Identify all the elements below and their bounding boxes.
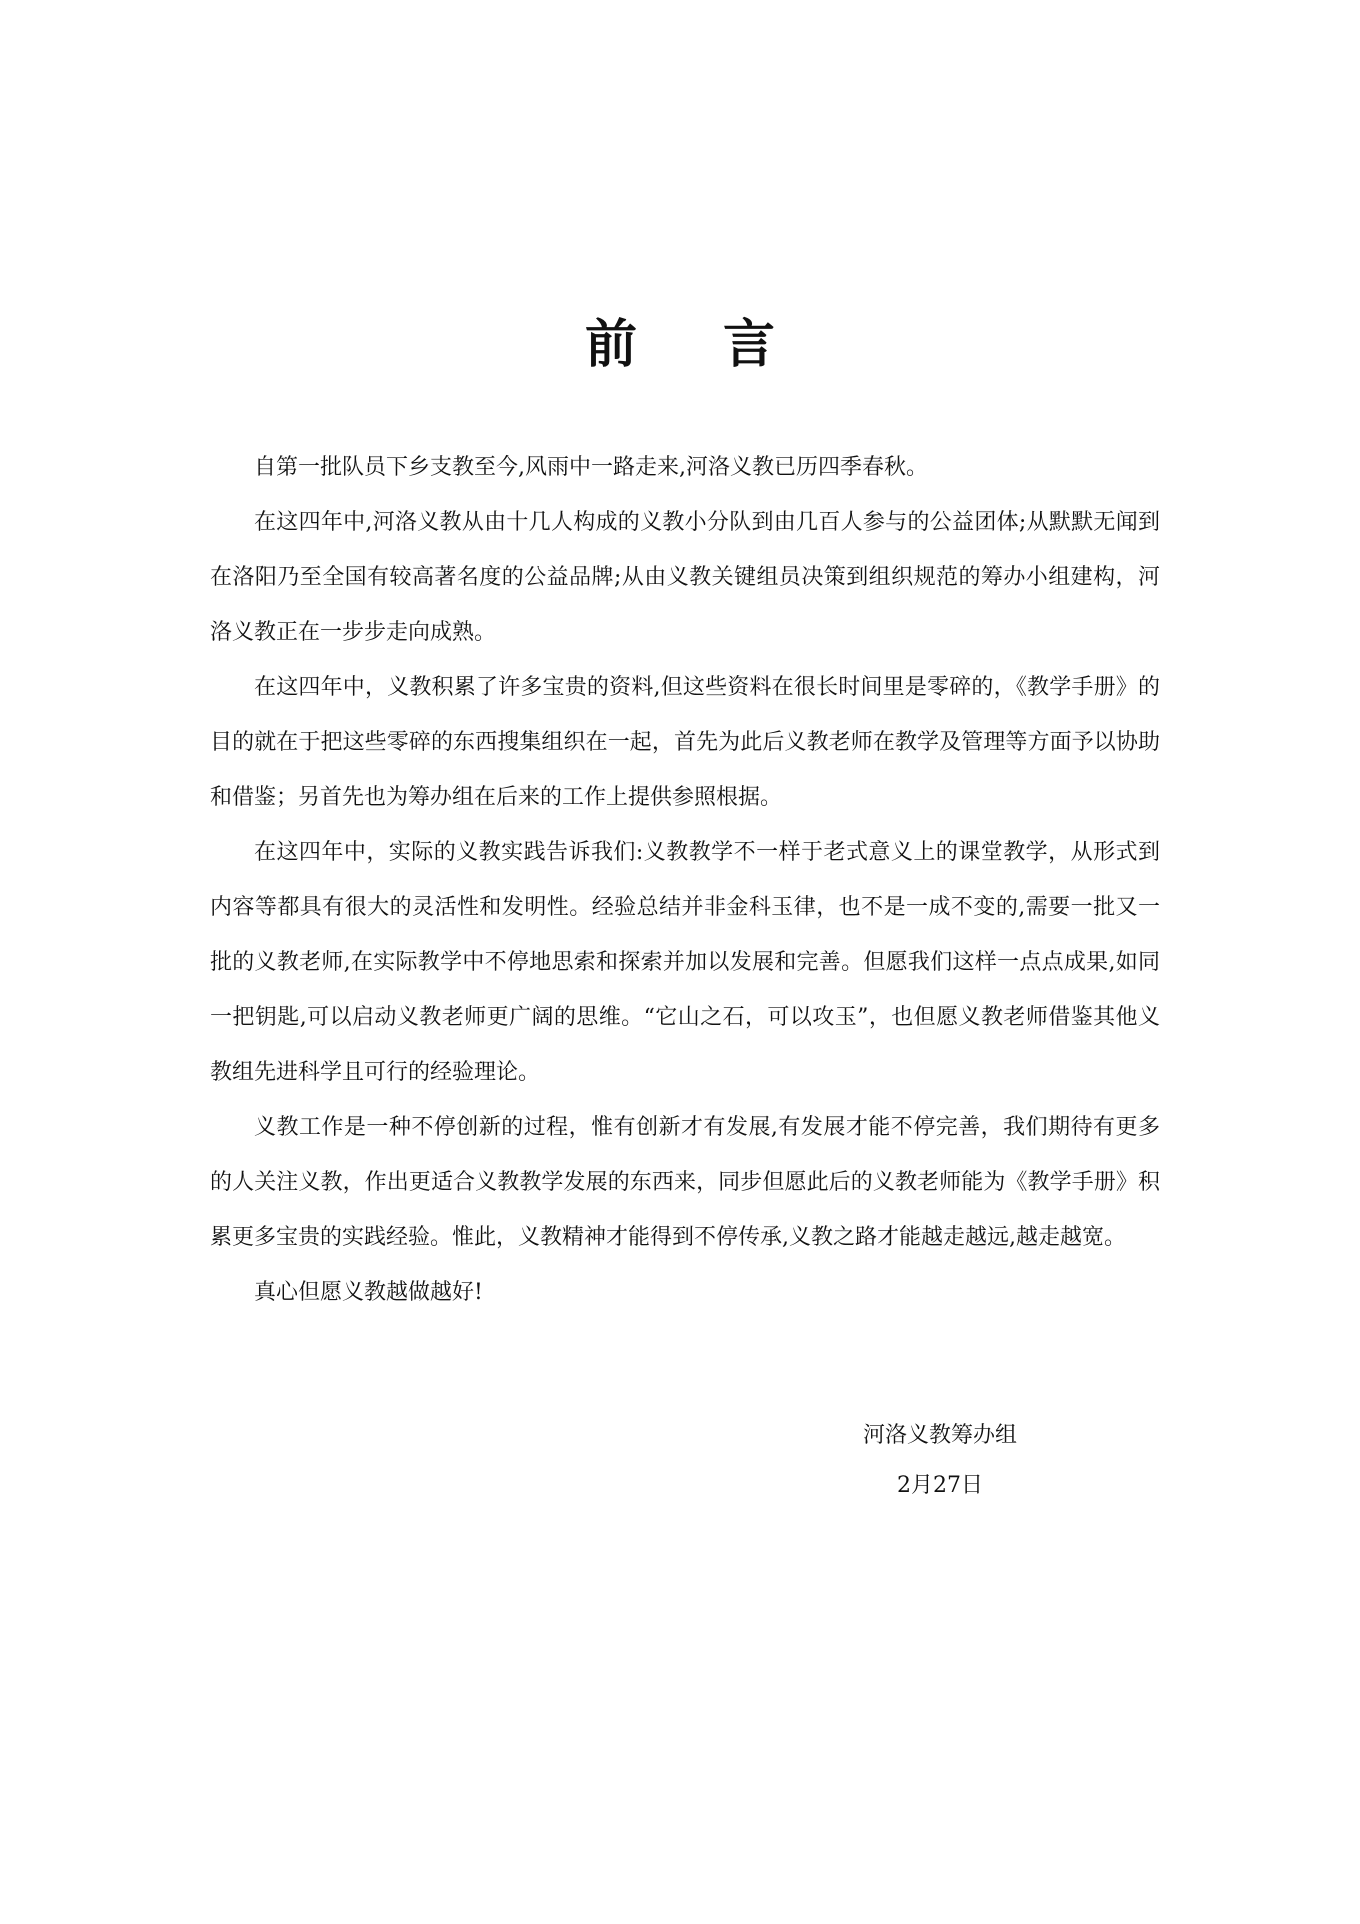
paragraph: 义教工作是一种不停创新的过程，惟有创新才有发展,有发展才能不停完善，我们期待有更多的人关注义教，作出更适合义教教学发展的东西来，同步但愿此后的义教老师能为《教学手册》积累更多宝贵的实践经验。惟此，义教精神才能得到不停传承,义教之路才能越走越远,越走越宽。 [210,1115,1160,1250]
preface-body [210,440,1160,1320]
signature-date: 2月27日 [897,1473,983,1498]
paragraph: 在这四年中，义教积累了许多宝贵的资料,但这些资料在很长时间里是零碎的，《教学手册》的目的就在于把这些零碎的东西搜集组织在一起，首先为此后义教老师在教学及管理等方面予以协助和借鉴；另首先也为筹办组在后来的工作上提供参照根据。 [210,675,1160,810]
title-char-2: 言 [723,314,776,375]
title-char-1: 前 [584,314,637,375]
page-title [0,310,1360,380]
signature-organization: 河洛义教筹办组 [862,1423,1017,1448]
paragraph: 在这四年中，实际的义教实践告诉我们:义教教学不一样于老式意义上的课堂教学，从形式到内容等都具有很大的灵活性和发明性。经验总结并非金科玉律，也不是一成不变的,需要一批又一批的义教老师,在实际教学中不停地思索和探索并加以发展和完善。但愿我们这样一点点成果,如同一把钥匙,可以启动义教老师更广阔的思维。“它山之石，可以攻玉”，也但愿义教老师借鉴其他义教组先进科学且可行的经验理论。 [210,840,1160,1085]
paragraph: 自第一批队员下乡支教至今,风雨中一路走来,河洛义教已历四季春秋。 [254,455,928,480]
paragraph: 在这四年中,河洛义教从由十几人构成的义教小分队到由几百人参与的公益团体;从默默无闻到在洛阳乃至全国有较高著名度的公益品牌;从由义教关键组员决策到组织规范的筹办小组建构，河洛义教正在一步步走向成熟。 [210,510,1160,645]
paragraph: 真心但愿义教越做越好! [254,1280,483,1305]
